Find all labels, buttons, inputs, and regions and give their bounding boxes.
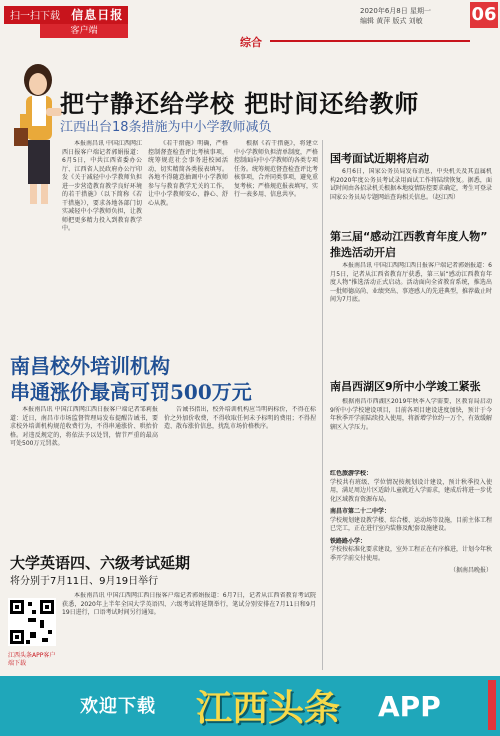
- dateline: [360, 6, 470, 26]
- english-text: 本报南昌讯 中国江西网江西日报客户端记者郭娟报道：6月7日，记者从江西省教育考试院获悉，2020年上半年全国大学英语四、六级考试将延期举行，笔试分别安排在7月11日和9月19日进行，口语考试时间另行通知。: [62, 592, 316, 616]
- english-title: 大学英语四、六级考试延期: [10, 554, 191, 572]
- school-title: 南昌西湖区9所中小学竣工紧张: [330, 380, 481, 393]
- welcome-download: 欢迎下载: [80, 696, 156, 717]
- client-tag[interactable]: 客户端: [40, 24, 128, 38]
- editors: 编辑 黄萍 版式 刘敏: [360, 17, 423, 25]
- school-item-3: 铁路路小学：: [330, 537, 367, 545]
- award-body: [330, 262, 492, 358]
- scan-tag[interactable]: [4, 6, 128, 24]
- school-text: 根据南昌市西湖区2019年秋季入学需要，区教育局启动9所中小学校建设项目，目前各项目建设进度加快，预计于今年秋季开学前陆续投入使用，将新增学位约一万个，有效缓解辖区入学压力。: [330, 398, 492, 431]
- lead-column-1: [62, 140, 142, 328]
- brand-logo: 信息日报: [71, 8, 124, 22]
- lead-text-3: 根据《若干措施》，将建立中小学教师负担清单制度，严格控制面向中小学教师的各类专项任务。统筹规范督查检查评比考核事项，合并同类事项，避免重复考核；严格规范报表填写，实行一表多用、信息共享。: [234, 140, 318, 198]
- training-body-2: [164, 406, 316, 532]
- lead-column-3: [234, 140, 318, 328]
- training-title-2: 串通涨价最高可罚500万元: [10, 380, 252, 404]
- lead-text-2: 《若干措施》明确，严格控制督查检查评比考核事项，统筹规范社会事务进校园活动，切实精简各类报表填写。各地不得随意抽调中小学教师参与与教育教学无关的工作，让中小学教师安心、静心、舒心从教。: [148, 140, 228, 207]
- award-title-1: 第三届“感动江西教育年度人物”: [330, 230, 488, 243]
- teacher-illustration: [6, 58, 66, 208]
- lead-column-2: [148, 140, 228, 328]
- brand-block: [0, 4, 130, 40]
- training-text-2: 告诫书指出，校外培训机构应当明码标价，不得在标价之外加价收费，不得收取任何未予标明的费用；不得捏造、散布涨价信息，扰乱市场价格秩序。: [164, 406, 316, 430]
- school-item-1-text: 学校共有班级、学位情况按规划设计建设，预计秋季投入使用，满足周边片区适龄儿童就近入学需求，建成后将进一步优化区域教育资源布局。: [330, 478, 492, 503]
- app-name: 江西头条: [196, 687, 341, 729]
- training-title-1: 南昌校外培训机构: [10, 354, 170, 378]
- app-suffix: APP: [378, 690, 441, 723]
- school-body: [330, 398, 492, 466]
- lead-text-1: 本报南昌讯 中国江西网江西日报客户端记者郭娟报道：6月5日，中共江西省委办公厅、江西省人民政府办公厅印发《关于减轻中小学教师负担进一步营造教育教学良好环境的若干措施》（以下简称《若干措施》），要求各地各部门切实减轻中小学教师负担，让教师把更多精力投入到教育教学中。: [62, 140, 142, 232]
- english-body: [62, 592, 316, 650]
- masthead: [0, 0, 500, 48]
- lead-subhead: 江西出台18条措施为中小学教师减负: [60, 120, 272, 135]
- exam-title: 国考面试近期将启动: [330, 152, 429, 165]
- qr-code-icon[interactable]: [8, 598, 56, 646]
- app-download-banner[interactable]: [0, 676, 500, 736]
- english-subtitle: 将分别于7月11日、9月19日举行: [10, 576, 159, 587]
- column-divider: [322, 140, 323, 670]
- exam-text: 6月6日，国家公务员局发布消息，中央机关及其直属机构2020年度公务员考试录用面试工作将陆续恢复。据悉，面试时间由各招录机关根据本地疫情防控要求确定，考生可登录国家公务员局专题网站查询相关信息。（赵江西）: [330, 168, 492, 201]
- training-text-1: 本报南昌讯 中国江西网江西日报客户端记者邹莉报道：近日，南昌市市场监督管理局发布提醒告诫书，要求校外培训机构规范收费行为，不得串通涨价、哄抬价格。对违反规定的，将依法予以处罚，情节严重的最高可处500万元罚款。: [10, 406, 158, 447]
- date: 2020年6月8日 星期一: [360, 7, 431, 15]
- school-item-2: 南昌市第二十二中学：: [330, 508, 391, 515]
- school-item-3-text: 学校按标准化要求建设，室外工程正在有序推进，计划今年秋季开学前交付使用。: [330, 546, 492, 562]
- scan-label: 扫一扫下载: [10, 11, 60, 22]
- section-name: 综合: [240, 36, 262, 49]
- lead-headline: 把宁静还给学校 把时间还给教师: [60, 89, 420, 118]
- school-item-2-text: 学校规划建设教学楼、综合楼、运动场等设施，目前主体工程已完工，正在进行室内装修及配套设施建设。: [330, 516, 492, 532]
- page-edge-marker: [488, 680, 496, 730]
- award-text: 本报南昌讯 中国江西网江西日报客户端记者郭娟报道：6月5日，记者从江西省教育厅获悉，第三届“感动江西教育年度人物”推选活动正式启动。活动面向全省教育系统，推选出一批师德高尚、业绩突出、事迹感人的先进典型，推荐截止时间为7月底。: [330, 262, 492, 303]
- school-list: [330, 470, 492, 670]
- page-number: 06: [470, 2, 498, 28]
- qr-label: 江西头条APP客户端下载: [8, 652, 56, 667]
- school-item-1: 红色旅游学校：: [330, 470, 373, 477]
- training-body-1: [10, 406, 158, 532]
- section-rule: [270, 40, 470, 42]
- exam-body: [330, 168, 492, 214]
- school-source: （据南昌晚报）: [449, 567, 492, 574]
- award-title-2: 推选活动开启: [330, 246, 396, 259]
